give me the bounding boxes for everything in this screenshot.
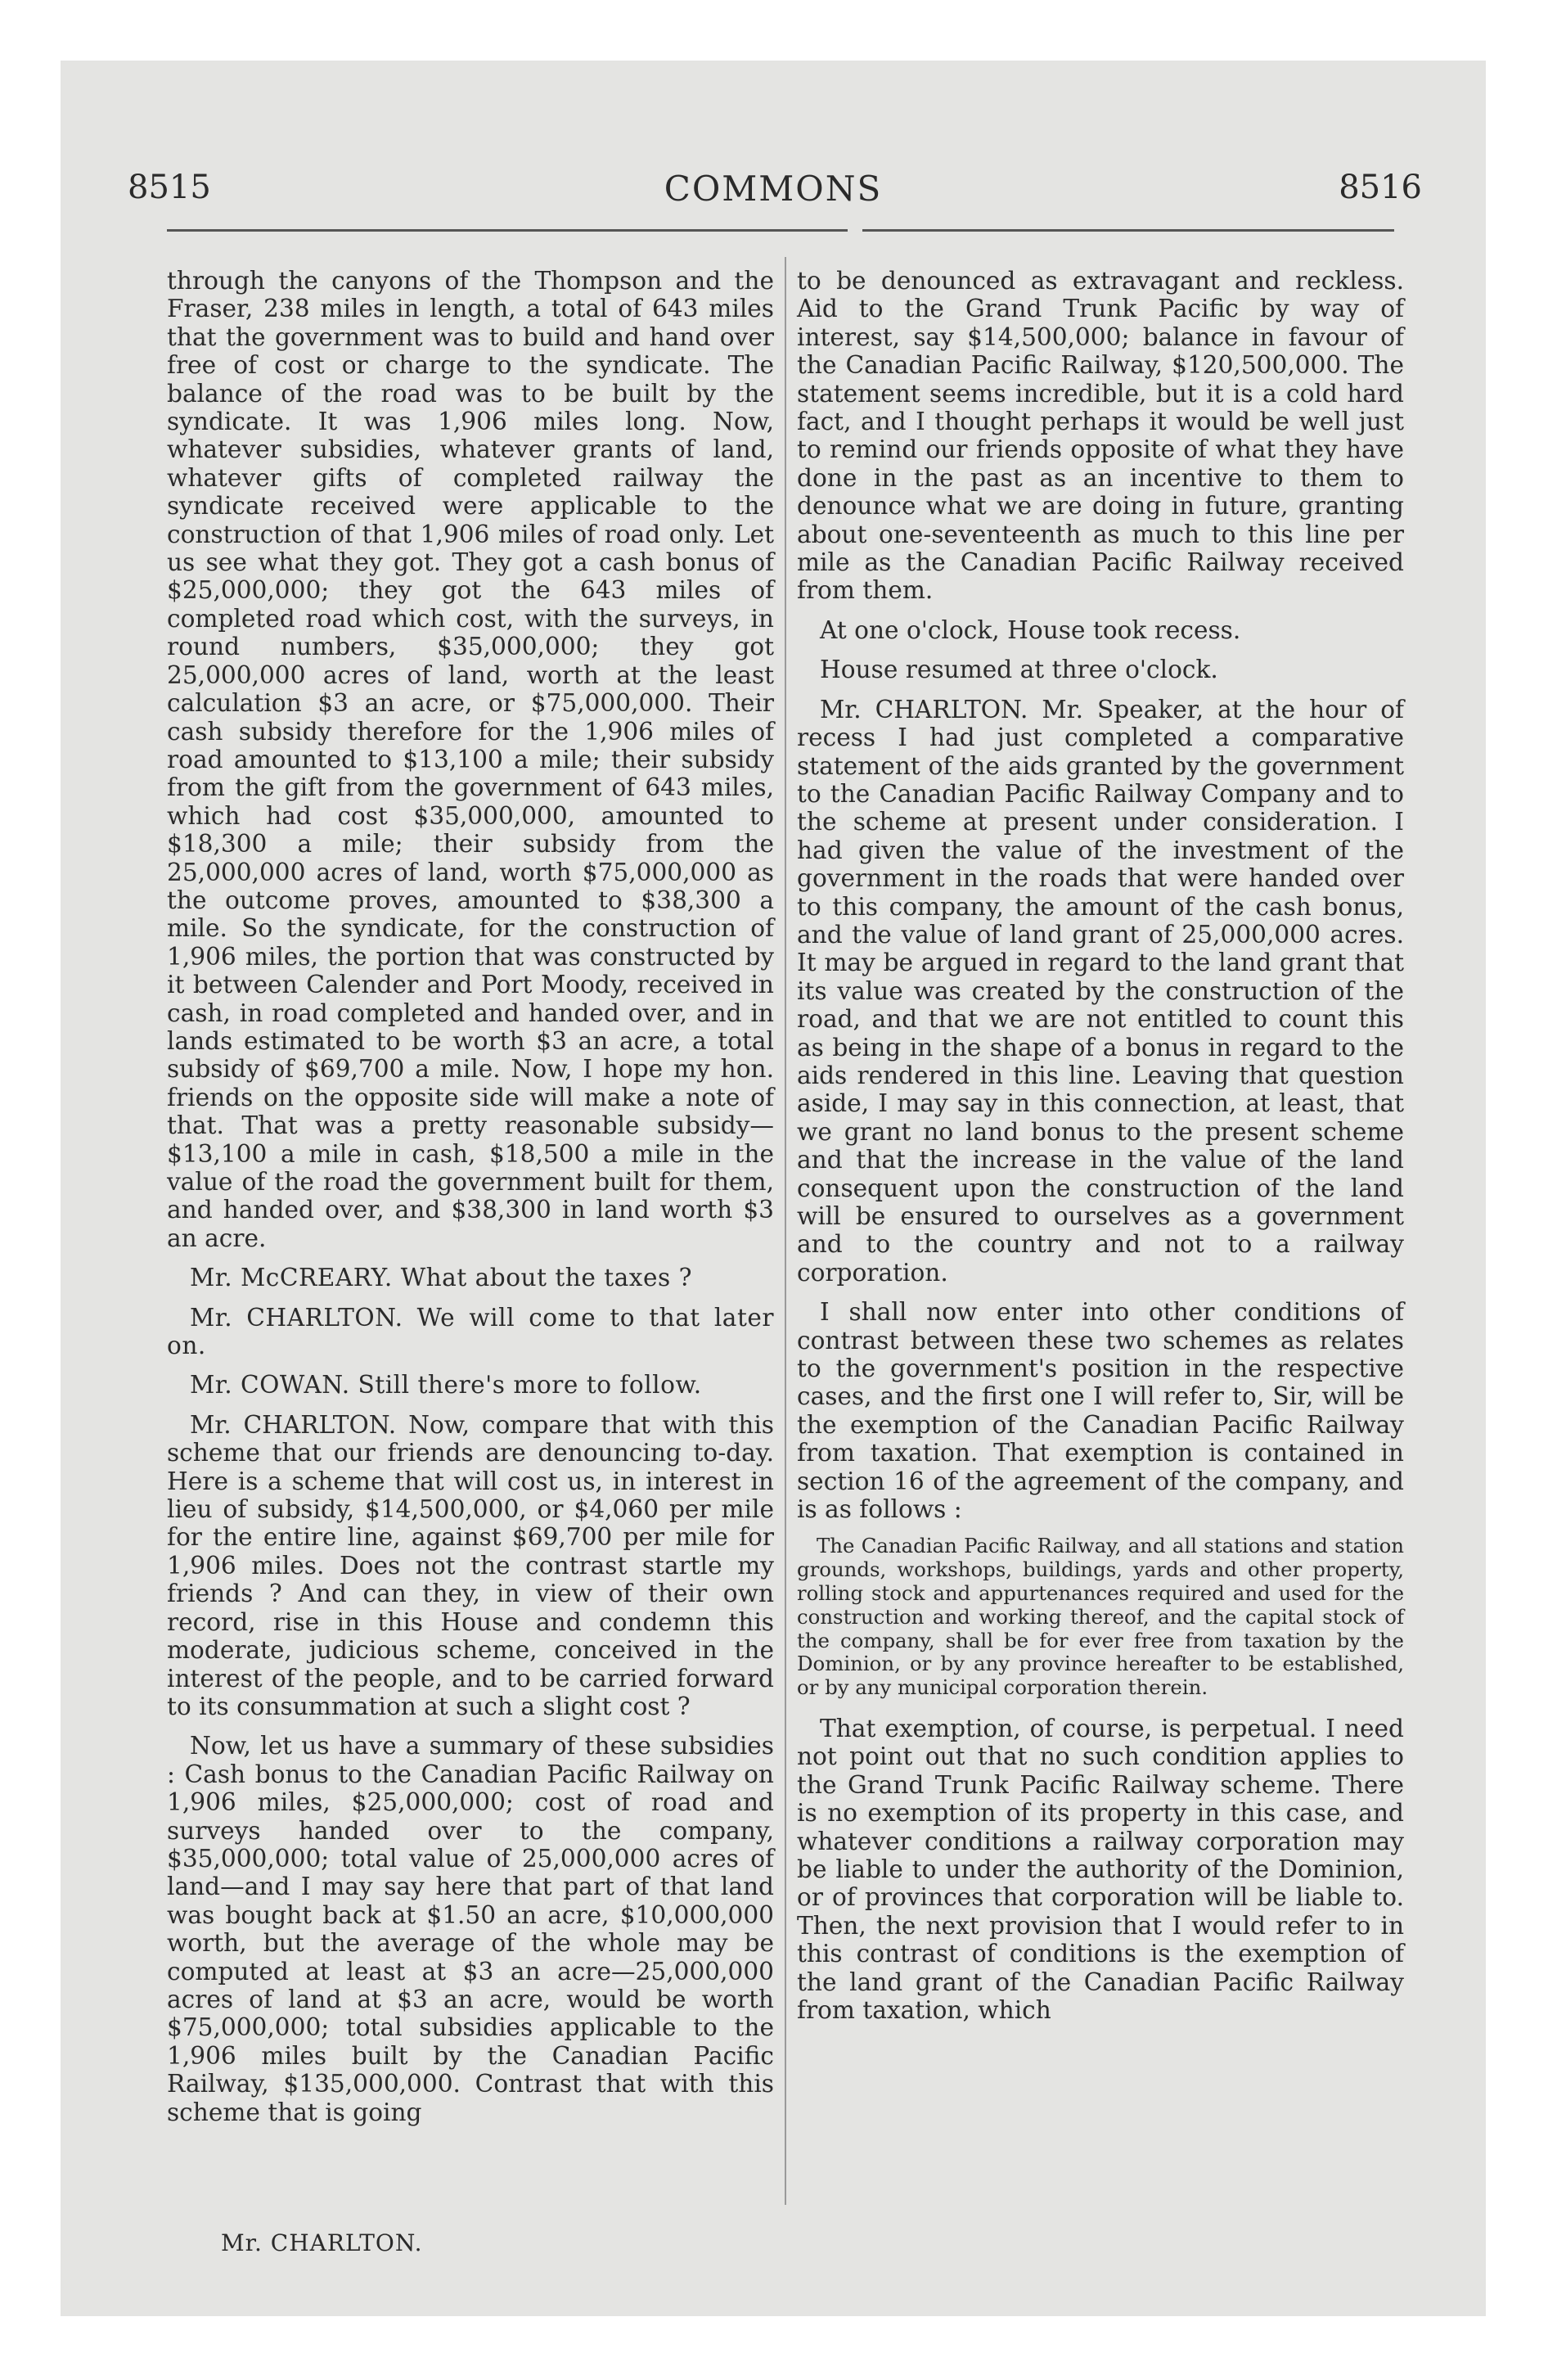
left-page-number: 8515	[128, 169, 211, 206]
paragraph: Now, let us have a summary of these subsidies : Cash bonus to the Canadian Pacific Railway on 1,906 miles, $25,000,000; cost of road and surveys handed over to the company, $35,000,000; total value of 25,000,000 acres of land—and I may say here that part of that land was bought back at $1.50 an acre, $10,000,000 worth, but the average of the whole may be computed at least at $3 an acre—25,000,000 acres of land at $3 an acre, would be worth $75,000,000; total subsidies applicable to the 1,906 miles built by the Canadian Pacific Railway, $135,000,000. Contrast that with this scheme that is going	[167, 1732, 774, 2126]
paragraph: Mr. CHARLTON. Mr. Speaker, at the hour of recess I had just completed a comparative statement of the aids granted by the government to the Canadian Pacific Railway Company and to the scheme at present under consideration. I had given the value of the investment of the government in the roads that were handed over to this company, the amount of the cash bonus, and the value of land grant of 25,000,000 acres. It may be argued in regard to the land grant that its value was created by the construction of the road, and that we are not entitled to count this as being in the shape of a bonus in regard to the aids rendered in this line. Leaving that question aside, I may say in this connection, at least, that we grant no land bonus to the present scheme and that the increase in the value of the land consequent upon the construction of the land will be ensured to ourselves as a government and to the country and not to a railway corporation.	[797, 695, 1404, 1287]
paragraph: That exemption, of course, is perpetual. I need not point out that no such condition applies to the Grand Trunk Pacific Railway scheme. There is no exemption of its property in this case, and whatever conditions a railway corporation may be liable to under the authority of the Dominion, or of provinces that corporation will be liable to. Then, the next provision that I would refer to in this contrast of conditions is the exemption of the land grant of the Canadian Pacific Railway from taxation, which	[797, 1715, 1404, 2025]
header-rule-right	[862, 229, 1394, 232]
paragraph: to be denounced as extravagant and reckless. Aid to the Grand Trunk Pacific by way of interest, say $14,500,000; balance in favour of the Canadian Pacific Railway, $120,500,000. The statement seems incredible, but it is a cold hard fact, and I thought perhaps it would be well just to remind our friends opposite of what they have done in the past as an incentive to them to denounce what we are doing in future, granting about one-seventeenth as much to this line per mile as the Canadian Pacific Railway received from them.	[797, 267, 1404, 605]
column-divider	[785, 257, 786, 2205]
paragraph: Mr. McCREARY. What about the taxes ?	[190, 1264, 692, 1292]
paragraph: I shall now enter into other conditions of contrast between these two schemes as relates to the government's position in the respective cases, and the first one I will refer to, Sir, will be the exemption of the Canadian Pacific Railway from taxation. That exemption is contained in section 16 of the agreement of the company, and is as follows :	[797, 1298, 1404, 1524]
paragraph: Mr. CHARLTON. We will come to that later on.	[167, 1303, 774, 1360]
block-quote: The Canadian Pacific Railway, and all stations and station grounds, workshops, buildings, yards and other property, rolling stock and appurtenances required and used for the construction and working thereof, and the capital stock of the company, shall be for ever free from taxation by the Dominion, or by any province hereafter to be established, or by any municipal corporation therein.	[797, 1534, 1404, 1700]
paragraph: At one o'clock, House took recess.	[820, 615, 1241, 644]
paragraph: Mr. CHARLTON. Now, compare that with this scheme that our friends are denouncing to-day. Here is a scheme that will cost us, in interest in lieu of subsidy, $14,500,000, or $4,060 per mile for the entire line, against $69,700 per mile for 1,906 miles. Does not the contrast startle my friends ? And can they, in view of their own record, rise in this House and condemn this moderate, judicious scheme, conceived in the interest of the people, and to be carried forward to its consummation at such a slight cost ?	[167, 1410, 774, 1720]
running-title: COMMONS	[664, 169, 883, 209]
paragraph: House resumed at three o'clock.	[820, 656, 1218, 684]
scanned-page	[61, 61, 1486, 2316]
right-page-number: 8516	[1339, 169, 1422, 206]
speaker-footer: Mr. CHARLTON.	[221, 2229, 423, 2256]
right-column	[797, 267, 1404, 2036]
page-header	[61, 169, 1486, 218]
paragraph: through the canyons of the Thompson and the Fraser, 238 miles in length, a total of 643 miles that the government was to build and hand over free of cost or charge to the syndicate. The balance of the road was to be built by the syndicate. It was 1,906 miles long. Now, whatever subsidies, whatever grants of land, whatever gifts of completed railway the syndicate received were applicable to the construction of that 1,906 miles of road only. Let us see what they got. They got a cash bonus of $25,000,000; they got the 643 miles of completed road which cost, with the surveys, in round numbers, $35,000,000; they got 25,000,000 acres of land, worth at the least calculation $3 an acre, or $75,000,000. Their cash subsidy therefore for the 1,906 miles of road amounted to $13,100 a mile; their subsidy from the gift from the government of 643 miles, which had cost $35,000,000, amounted to $18,300 a mile; their subsidy from the 25,000,000 acres of land, worth $75,000,000 as the outcome proves, amounted to $38,300 a mile. So the syndicate, for the construction of 1,906 miles, the portion that was constructed by it between Calender and Port Moody, received in cash, in road completed and handed over, and in lands estimated to be worth $3 an acre, a total subsidy of $69,700 a mile. Now, I hope my hon. friends on the opposite side will make a note of that. That was a pretty reasonable subsidy—$13,100 a mile in cash, $18,500 a mile in the value of the road the government built for them, and handed over, and $38,300 in land worth $3 an acre.	[167, 267, 774, 1252]
paragraph: Mr. COWAN. Still there's more to follow.	[190, 1371, 702, 1400]
left-column	[167, 267, 774, 2138]
header-rule-left	[167, 229, 848, 232]
